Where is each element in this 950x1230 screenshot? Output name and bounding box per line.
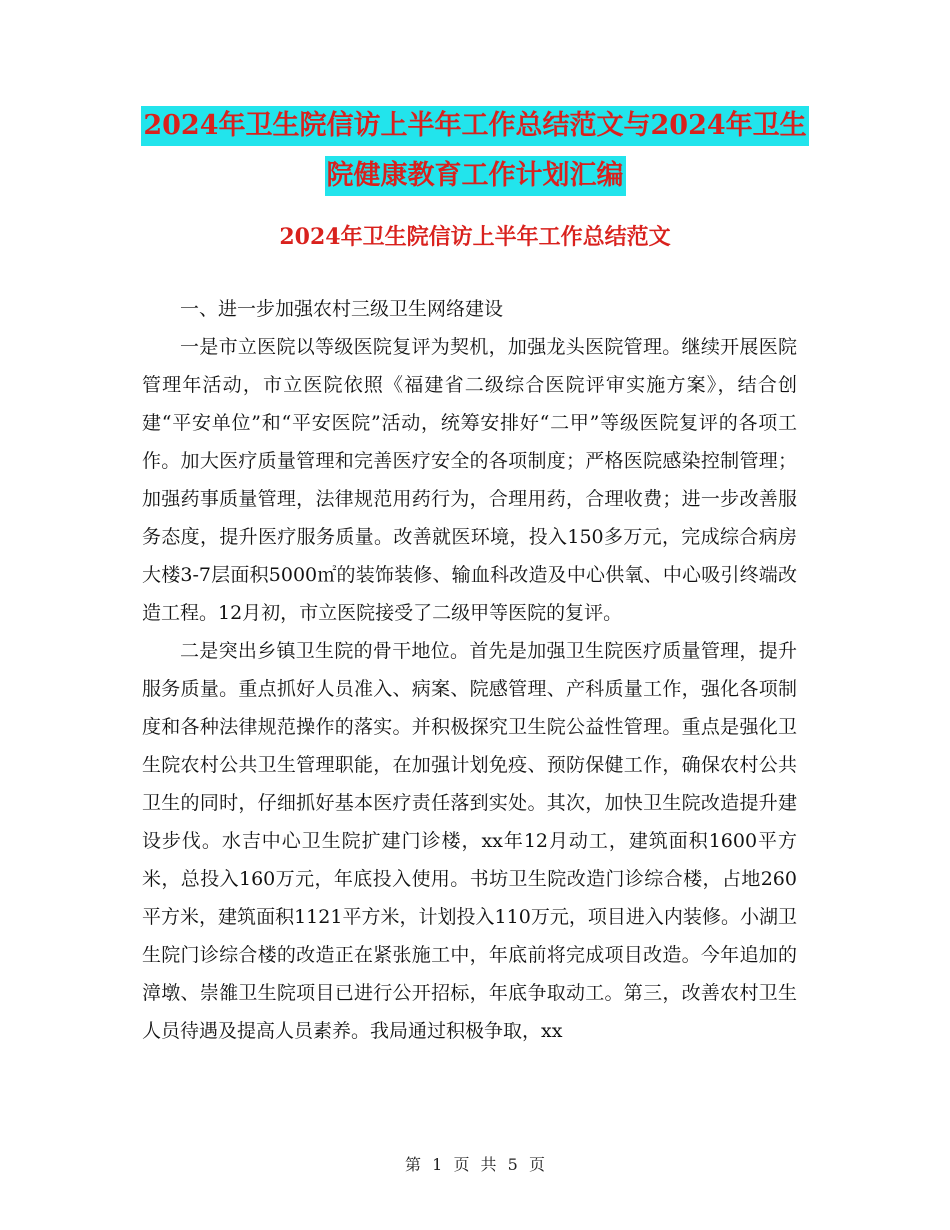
title-line-2: 院健康教育工作计划汇编: [325, 156, 626, 196]
title-line-1: 2024年卫生院信访上半年工作总结范文与2024年卫生: [141, 106, 808, 146]
section-title: 2024年卫生院信访上半年工作总结范文: [279, 224, 671, 250]
footer-total-label: 共: [480, 1155, 497, 1174]
paragraph-2: 二是突出乡镇卫生院的骨干地位。首先是加强卫生院医疗质量管理，提升服务质量。重点抓好人员准入、病案、院感管理、产科质量工作，强化各项制度和各种法律规范操作的落实。并积极探究卫生院公益性管理。重点是强化卫生院农村公共卫生管理职能，在加强计划免疫、预防保健工作，确保农村公共卫生的同时，仔细抓好基本医疗责任落到实处。其次，加快卫生院改造提升建设步伐。水吉中心卫生院扩建门诊楼，xx年12月动工，建筑面积1600平方米，总投入160万元，年底投入使用。书坊卫生院改造门诊综合楼，占地260平方米，建筑面积1121平方米，计划投入110万元，项目进入内装修。小湖卫生院门诊综合楼的改造正在紧张施工中，年底前将完成项目改造。今年追加的漳墩、崇雒卫生院项目已进行公开招标，年底争取动工。第三，改善农村卫生人员待遇及提高人员素养。我局通过积极争取，xx: [142, 640, 797, 1042]
footer-page-label: 第: [405, 1155, 422, 1174]
paragraph-1: 一是市立医院以等级医院复评为契机，加强龙头医院管理。继续开展医院管理年活动，市立医院依照《福建省二级综合医院评审实施方案》，结合创建“平安单位”和“平安医院”活动，统筹安排好“二甲”等级医院复评的各项工作。加大医疗质量管理和完善医疗安全的各项制度；严格医院感染控制管理；加强药事质量管理，法律规范用药行为，合理用药，合理收费；进一步改善服务态度，提升医疗服务质量。改善就医环境，投入150多万元，完成综合病房大楼3-7层面积5000㎡的装饰装修、输血科改造及中心供氧、中心吸引终端改造工程。12月初，市立医院接受了二级甲等医院的复评。: [142, 336, 797, 624]
document-title: [0, 106, 950, 196]
footer-page-unit: 页: [453, 1155, 470, 1174]
page-footer: [0, 1152, 950, 1175]
footer-total-pages: 5: [507, 1155, 518, 1174]
document-body: [142, 290, 797, 1050]
section-heading: 一、进一步加强农村三级卫生网络建设: [180, 298, 504, 320]
footer-total-unit: 页: [528, 1155, 545, 1174]
footer-page-number: 1: [432, 1155, 443, 1174]
